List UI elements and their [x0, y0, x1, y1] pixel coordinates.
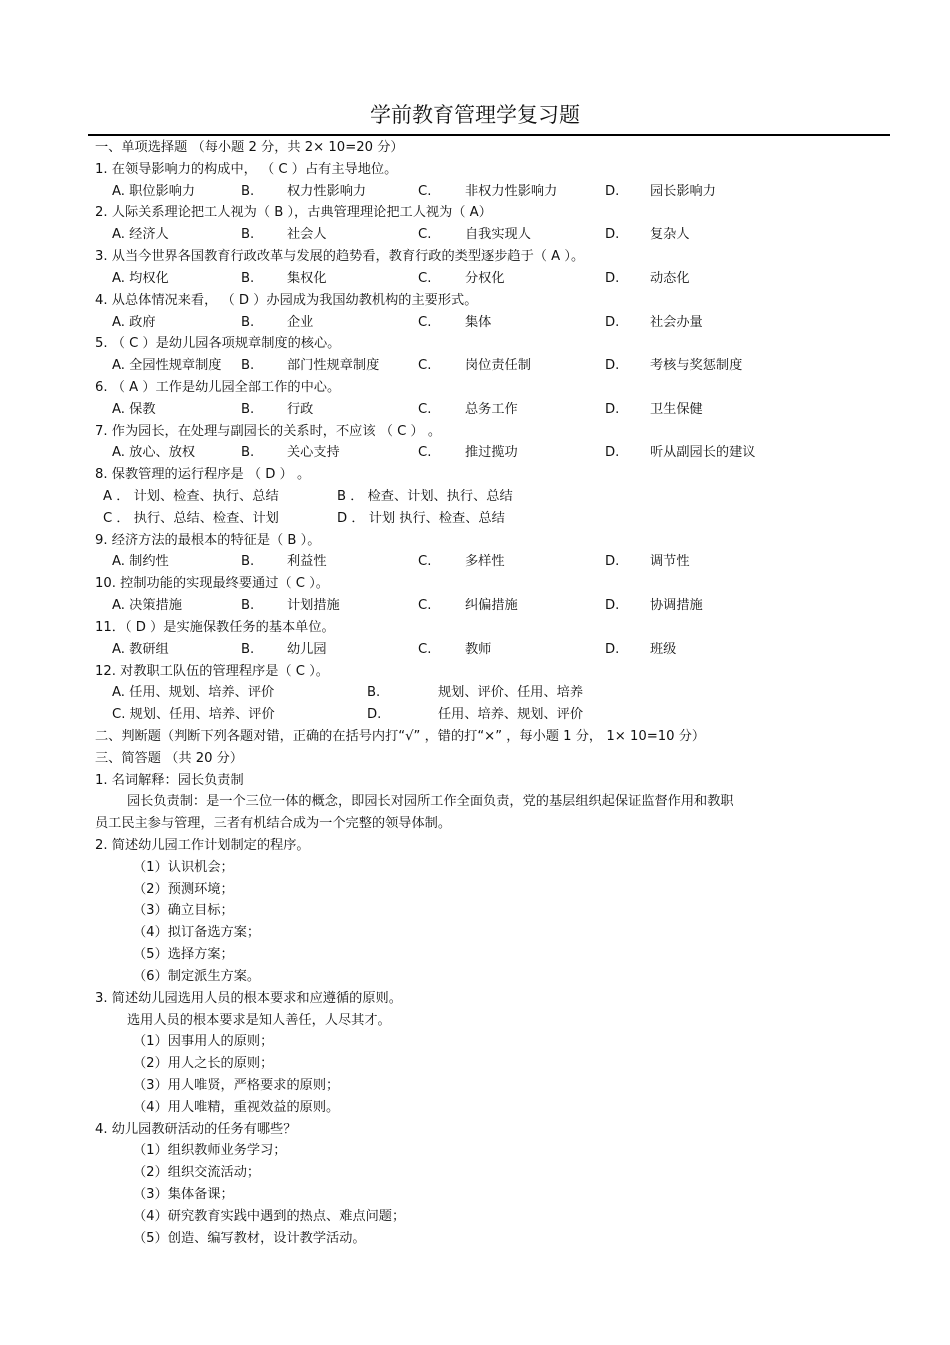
answer-text: 选用人员的根本要求是知人善任，人尽其才。 — [127, 1012, 391, 1028]
option-text: C. — [418, 358, 432, 374]
option-text: C. — [418, 183, 432, 199]
question-stem: 1. 在领导影响力的构成中， （ C ）占有主导地位。 — [95, 161, 398, 177]
option-text: 集体 — [465, 314, 492, 330]
list-item: （1）组织教师业务学习； — [133, 1143, 287, 1159]
options-row — [95, 508, 885, 530]
option-text: B. — [241, 358, 255, 374]
list-item: （5）创造、编写教材，设计教学活动。 — [133, 1230, 366, 1246]
option-text: A. 政府 — [112, 314, 156, 330]
option-text: A. 保教 — [112, 401, 156, 417]
option-text: 推过揽功 — [465, 445, 518, 461]
list-item: （1）认识机会； — [133, 859, 234, 875]
option-text: 班级 — [650, 641, 677, 657]
option-text: B. — [241, 270, 255, 286]
options-row — [95, 268, 885, 290]
list-item: （4）拟订备选方案； — [133, 925, 261, 941]
options-row — [95, 181, 885, 203]
option-text: D. — [605, 641, 620, 657]
option-text: B. — [241, 554, 255, 570]
options-row — [95, 355, 885, 377]
list-item: （2）预测环境； — [133, 881, 234, 897]
question-title: 1. 名词解释：园长负责制 — [95, 772, 244, 788]
list-item: （6）制定派生方案。 — [133, 968, 261, 984]
question-stem: 9. 经济方法的最根本的特征是（ B ）。 — [95, 532, 321, 548]
option-text: D. — [605, 358, 620, 374]
option-text: 计划措施 — [287, 598, 340, 614]
option-text: 纠偏措施 — [465, 598, 518, 614]
option-text: 利益性 — [287, 554, 327, 570]
section3-heading: 三、简答题 （共 20 分） — [95, 750, 244, 766]
option-text: A. 均权化 — [112, 270, 169, 286]
option-text: D. — [367, 707, 382, 723]
option-text: A. 决策措施 — [112, 598, 182, 614]
option-text: 集权化 — [287, 270, 327, 286]
option-text: B ． 检查、计划、执行、总结 — [337, 489, 513, 504]
page-title: 学前教育管理学复习题 — [370, 103, 580, 127]
option-text: D. — [605, 598, 620, 614]
option-text: A. 全园性规章制度 — [112, 358, 222, 374]
question-stem: 8. 保教管理的运行程序是 （ D ） 。 — [95, 467, 311, 483]
option-text: C. — [418, 554, 432, 570]
option-text: 任用、培养、规划、评价 — [438, 707, 584, 723]
option-text: 协调措施 — [650, 598, 703, 614]
option-text: 自我实现人 — [465, 227, 531, 243]
answer-text: 员工民主参与管理，三者有机结合成为一个完整的领导体制。 — [95, 816, 452, 832]
option-text: 复杂人 — [650, 227, 690, 243]
option-text: A. 放心、放权 — [112, 445, 196, 461]
option-text: D. — [605, 445, 620, 461]
question-stem: 5. （ C ）是幼儿园各项规章制度的核心。 — [95, 336, 341, 352]
list-item: （3）用人唯贤，严格要求的原则； — [133, 1077, 340, 1093]
question-title: 2. 简述幼儿园工作计划制定的程序。 — [95, 838, 310, 853]
option-text: B. — [241, 183, 255, 199]
list-item: （3）集体备课； — [133, 1187, 234, 1202]
options-row — [95, 704, 885, 726]
option-text: C. — [418, 227, 432, 243]
question-stem: 2. 人际关系理论把工人视为（ B ），古典管理理论把工人视为（ A） — [95, 205, 492, 221]
option-text: 幼儿园 — [287, 641, 327, 657]
option-text: B. — [241, 598, 255, 614]
question-title: 3. 简述幼儿园选用人员的根本要求和应遵循的原则。 — [95, 990, 402, 1006]
question-stem: 10. 控制功能的实现最终要通过（ C ）。 — [95, 576, 329, 592]
option-text: 教师 — [465, 641, 492, 657]
title-divider — [88, 134, 890, 136]
options-row — [95, 399, 885, 421]
answer-list — [95, 857, 885, 988]
option-text: D. — [605, 401, 620, 417]
option-text: A. 经济人 — [112, 227, 169, 243]
options-row — [95, 442, 885, 464]
option-text: C ． 执行、总结、检查、计划 — [103, 510, 279, 526]
option-text: 调节性 — [650, 554, 690, 570]
option-text: 总务工作 — [465, 401, 518, 417]
option-text: B. — [241, 641, 255, 657]
list-item: （2）组织交流活动； — [133, 1165, 261, 1181]
option-text: D. — [605, 227, 620, 243]
option-text: A. 职位影响力 — [112, 183, 196, 199]
option-text: D. — [605, 554, 620, 570]
option-text: C. — [418, 445, 432, 461]
question-title: 4. 幼儿园教研活动的任务有哪些？ — [95, 1121, 297, 1137]
option-text: 关心支持 — [287, 445, 340, 461]
option-text: 社会办量 — [650, 314, 703, 330]
answer-list — [95, 1140, 885, 1249]
option-text: 规划、评价、任用、培养 — [438, 685, 584, 701]
option-text: A. 制约性 — [112, 554, 169, 570]
option-text: 权力性影响力 — [287, 183, 367, 199]
options-row — [95, 682, 885, 704]
option-text: 分权化 — [465, 270, 505, 286]
option-text: 社会人 — [287, 227, 327, 243]
option-text: D. — [605, 270, 620, 286]
question-stem: 12. 对教职工队伍的管理程序是（ C ）。 — [95, 663, 329, 679]
option-text: 行政 — [287, 401, 314, 417]
option-text: 多样性 — [465, 554, 505, 570]
option-text: C. 规划、任用、培养、评价 — [112, 707, 275, 723]
list-item: （1）因事用人的原则； — [133, 1034, 274, 1050]
list-item: （4）用人唯精，重视效益的原则。 — [133, 1099, 340, 1115]
option-text: 部门性规章制度 — [287, 358, 380, 374]
option-text: A ． 计划、检查、执行、总结 — [103, 489, 279, 504]
document-body — [95, 137, 885, 1249]
question-stem: 4. 从总体情况来看， （ D ）办园成为我国幼教机构的主要形式。 — [95, 292, 478, 308]
option-text: A. 任用、规划、培养、评价 — [112, 685, 275, 701]
option-text: 非权力性影响力 — [465, 183, 558, 199]
question-stem: 6. （ A ）工作是幼儿园全部工作的中心。 — [95, 379, 341, 395]
option-text: 考核与奖惩制度 — [650, 358, 743, 374]
question-stem: 3. 从当今世界各国教育行政改革与发展的趋势看，教育行政的类型逐步趋于（ A ）。 — [95, 249, 585, 265]
option-text: C. — [418, 598, 432, 614]
list-item: （3）确立目标； — [133, 903, 234, 919]
option-text: D. — [605, 183, 620, 199]
option-text: C. — [418, 641, 432, 657]
question-stem: 11．（ D ）是实施保教任务的基本单位。 — [95, 619, 335, 635]
list-item: （5）选择方案； — [133, 947, 234, 963]
options-row — [95, 312, 885, 334]
option-text: B. — [241, 314, 255, 330]
option-text: B. — [367, 685, 381, 701]
option-text: D ． 计划 执行、检查、总结 — [337, 510, 505, 526]
answer-list — [95, 1031, 885, 1118]
options-row — [95, 224, 885, 246]
option-text: 岗位责任制 — [465, 358, 531, 374]
option-text: B. — [241, 227, 255, 243]
options-row — [95, 486, 885, 508]
answer-text: 园长负责制：是一个三位一体的概念，即园长对园所工作全面负责，党的基层组织起保证监督作用和教职 — [127, 794, 734, 810]
section1-heading: 一、单项选择题 （每小题 2 分，共 2× 10=20 分） — [95, 140, 404, 155]
option-text: 企业 — [287, 314, 314, 330]
options-row — [95, 595, 885, 617]
option-text: D. — [605, 314, 620, 330]
options-row — [95, 639, 885, 661]
options-row — [95, 551, 885, 573]
option-text: 园长影响力 — [650, 183, 716, 199]
option-text: B. — [241, 445, 255, 461]
list-item: （4）研究教育实践中遇到的热点、难点问题； — [133, 1208, 406, 1224]
question-stem: 7. 作为园长，在处理与副园长的关系时，不应该 （ C ） 。 — [95, 423, 442, 439]
option-text: 动态化 — [650, 270, 690, 286]
option-text: B. — [241, 401, 255, 417]
option-text: C. — [418, 314, 432, 330]
option-text: C. — [418, 401, 432, 417]
option-text: A. 教研组 — [112, 641, 169, 657]
option-text: 卫生保健 — [650, 401, 703, 417]
mcq-group-1 — [95, 159, 885, 464]
mcq-group-2 — [95, 530, 885, 661]
option-text: 听从副园长的建议 — [650, 445, 756, 461]
list-item: （2）用人之长的原则； — [133, 1056, 274, 1072]
option-text: C. — [418, 270, 432, 286]
section2-heading: 二、判断题（判断下列各题对错，正确的在括号内打“√” ，错的打“×” ，每小题 1 分， 1× 10=10 分） — [95, 728, 706, 744]
